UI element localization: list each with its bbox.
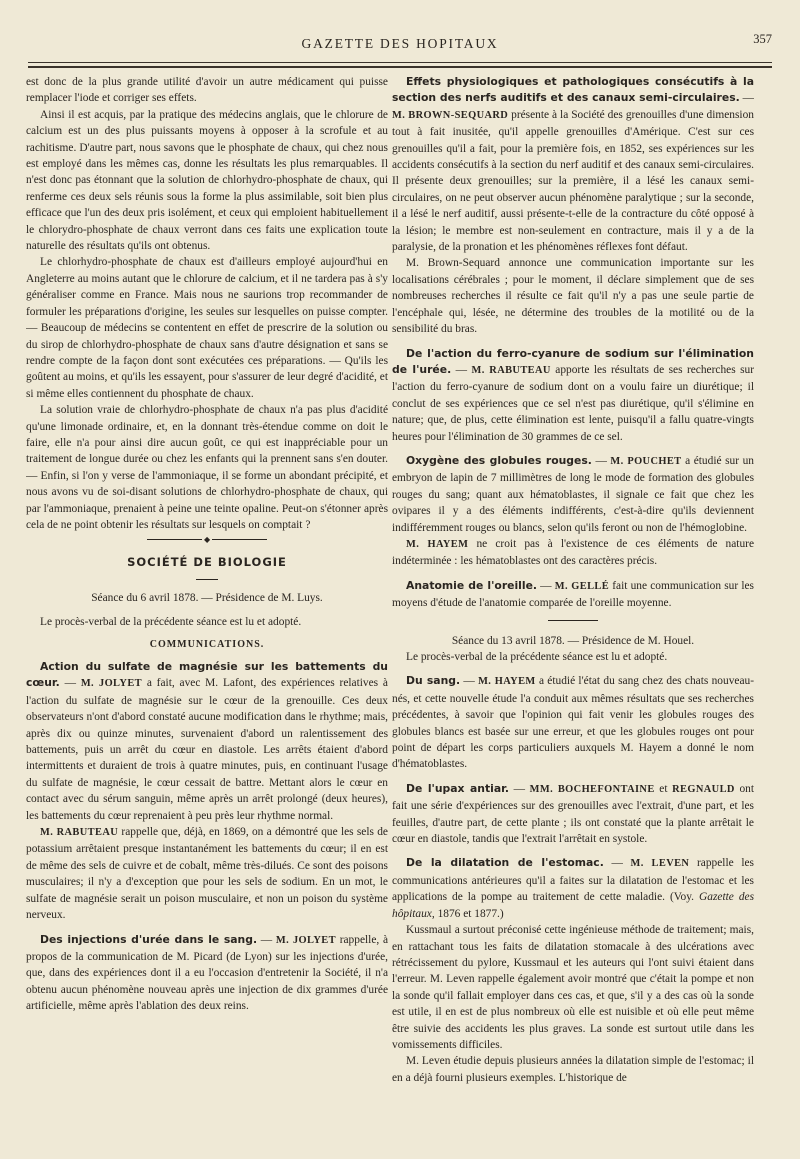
journal-title: GAZETTE DES HOPITAUX: [301, 36, 499, 51]
article-heading: De l'action du ferro-cyanure de sodium sur l'élimination de l'urée.: [392, 346, 754, 376]
author-name: M. RABUTEAU: [471, 364, 551, 376]
article-heading: Oxygène des globules rouges.: [406, 453, 592, 467]
citation: Gazette des hôpitaux,: [392, 891, 754, 920]
article-text: apporte les résultats de ses recherches sur l'action du ferro-cyanure de sodium dont on a voulu faire un diurétique; il conclut de ses expériences que ce sel n'est pas diurétique, qu'il s'élimine en nature; que, de plus, cette élimination est lente, puisqu'il a fallu quatre-vingts heures pour l'élimination de 30 grammes de ce sel.: [392, 363, 754, 443]
communications-heading: COMMUNICATIONS.: [149, 638, 265, 650]
paragraph: Le procès-verbal de la précédente séance est lu et adopté.: [406, 651, 668, 663]
paragraph: est donc de la plus grande utilité d'avoir un autre médicament qui puisse remplacer l'iode et corriger ses effets.: [26, 76, 388, 105]
article-heading: De l'upax antiar.: [406, 781, 510, 795]
article-text: 1876 et 1877.): [437, 907, 504, 920]
paragraph: Ainsi il est acquis, par la pratique des médecins anglais, que le chlorure de calcium est un des plus puissants moyens à opposer à la scrofule et au rachitisme. D'autre part, nous savons que le phosphate de chaux, qui chez nous est employé dans les mêmes cas, donne les résultats les plus remarquables. Il n'est donc pas étonnant que la solution de chlorhydro-phosphate de chaux, qui renferme ces deux sels réunis sous la forme la plus assimilable, soit bien plus efficace que l'un des deux pris isolément, et ceux qui emploient habituellement le chlorydro-phosphate de chaux verront dans ces faits une explication toute naturelle des résultats qu'ils ont obtenus.: [26, 108, 388, 253]
header-rule-thin: [28, 62, 772, 63]
paragraph: Le procès-verbal de la précédente séance est lu et adopté.: [40, 616, 302, 629]
article-heading: Anatomie de l'oreille.: [406, 578, 537, 592]
article-text: a étudié sur un embryon de lapin de 7 millimètres de long le mode de formation des globules rouges du sang; quant aux hématoblastes, il signale ce fait que chez les ovipares il y a des éléments indifférents, c'est-à-dire qu'ils deviennent indifféremment rouges ou blancs, selon qu'ils feront ou non de l'hémoglobine.: [392, 454, 754, 534]
article-heading: De la dilatation de l'estomac.: [406, 856, 604, 870]
author-name: M. LEVEN: [630, 858, 690, 870]
article-heading: Du sang.: [406, 674, 461, 688]
divider: [196, 579, 218, 580]
paragraph: M. Leven étudie depuis plusieurs années la dilatation simple de l'estomac; il en a déjà fourni plusieurs exemples. L'historique de: [392, 1055, 754, 1084]
article-heading: Des injections d'urée dans le sang.: [40, 932, 258, 946]
article-paragraph: [26, 824, 388, 923]
article-text: présente à la Société des grenouilles d'une dimension tout à fait inusitée, qu'il appelle grenouilles d'Amérique. C'est sur ces grenouilles qu'il a fait, pour la première fois, en 1852, ses expériences sur les accidents consécutifs à la section du nerf auditif et des canaux semi-circulaires. Il présente deux grenouilles; sur la première, il a lésé les canaux semi-circulaires, on ne peut observer aucun phénomène paralytique ; sur la seconde, il a lésé le nerf auditif, aussi présente-t-elle de la contracture du côté opposé à la lésion; le membre est non-seulement en contracture, mais il y a de la paralysie, de la pronation et les phénomènes réflexes font défaut.: [392, 108, 754, 254]
article-paragraph: De la dilatation de l'estomac. — M. LEVEN rappelle les communications antérieures qu'il a faites sur la dilatation de l'estomac et les applications de la pompe au traitement de cette maladie. (Voy. Gazette des hôpitaux, 1876 et 1877.): [392, 856, 754, 920]
article-text: ne croit pas à l'existence de ces éléments de nature indéterminée : les hématoblastes ont des caractères précis.: [392, 537, 754, 568]
paragraph: Le chlorhydro-phosphate de chaux est d'ailleurs employé aujourd'hui en Angleterre au moins autant que le chlorure de calcium, et il ne tardera pas à s'y généraliser comme en France. Mais nous ne saurions trop recommander de formuler les préparations d'origine, les seules sur lesquelles on puisse compter. — Beaucoup de médecins se contentent en effet de prescrire de la solution ou du sirop de chlorhydro-phosphate de chaux sans d'autre désignation et sans se rendre compte de la façon dont sont exécutées ces préparations. — Qu'ils les goûtent au moins, et qu'ils les essayent, pour s'assurer de leur degré d'acidité, et si même elles contiennent du phosphate de chaux.: [26, 256, 388, 400]
divider: [548, 620, 598, 621]
author-name: M. HAYEM: [406, 538, 469, 550]
paragraph: La solution vraie de chlorhydro-phosphate de chaux n'a pas plus d'acidité qu'une limonade ordinaire, et, en la donnant très-étendue comme on doit le faire, elle n'a pour ainsi dire aucun goût, ce qui est inappréciable pour un traitement de longue durée ou chez les enfants qui la prennent sans s'en douter. — Enfin, si l'on y verse de l'ammoniaque, il se forme un abondant précipité, et nous avons vu de soi-disant solutions de chlorhydro-phosphate de chaux, qui par l'ammoniaque, prenaient à peine une teinte opaline. Peut-on s'étonner après cela de ne point obtenir les résultats sur lesquels on comptait ?: [26, 404, 388, 531]
left-column: [26, 74, 388, 1134]
article-paragraph: De l'upax antiar. — MM. BOCHEFONTAINE et REGNAULD ont fait une série d'expériences sur des grenouilles avec l'extrait, d'une part, et les feuilles, d'autre part, de cette plante ; ils ont constaté que la plante arrêtait le cœur en diastole, tandis que l'extrait l'arrêtait en systole.: [392, 781, 754, 846]
author-name: M. JOLYET: [275, 934, 336, 946]
right-column: [392, 74, 754, 1134]
session-heading: Séance du 6 avril 1878. — Présidence de M. Luys.: [91, 591, 323, 604]
article-paragraph: Effets physiologiques et pathologiques consécutifs à la section des nerfs auditifs et des canaux semi-circulaires. — M. BROWN-SEQUARD présente à la Société des grenouilles d'une dimension tout à fait inusitée, qu'il appelle grenouilles d'Amérique. C'est sur ces grenouilles qu'il a fait, pour la première fois, en 1852, ses expériences sur les accidents consécutifs à la section du nerf auditif et des canaux semi-circulaires. Il présente deux grenouilles; sur la première, il a lésé les canaux semi-circulaires, on ne peut observer aucun phénomène paralytique ; sur la seconde, il a lésé le nerf auditif, aussi présente-t-elle de la contracture du côté opposé à la lésion; le membre est non-seulement en contracture, mais il y a de la paralysie, de la pronation et les phénomènes réflexes font défaut.: [392, 75, 754, 254]
author-name: M. BROWN-SEQUARD: [392, 109, 509, 121]
page-header: [28, 30, 772, 64]
paragraph: Kussmaul a surtout préconisé cette ingénieuse méthode de traitement; mais, en rattachant tous les faits de dilatation stomacale à des ulcérations avec rétrécissement du pylore, Kussmaul et les auteurs qui l'ont suivi étaient dans l'erreur. M. Leven rappelle également avoir montré que c'était la pompe et non la sonde qu'il fallait employer dans ces cas, et que, s'il y a des cas où la sonde est utile, il en est de plus nombreux où elle est nuisible et où elle peut même être suivie des accidents les plus graves. La sonde est surtout utile dans les vomissements difficiles.: [392, 924, 754, 1051]
article-heading: Effets physiologiques et pathologiques consécutifs à la section des nerfs auditifs et des canaux semi-circulaires.: [392, 75, 754, 105]
article-paragraph: Anatomie de l'oreille. — M. GELLÉ fait une communication sur les moyens d'étude de l'anatomie comparée de l'oreille moyenne.: [392, 578, 754, 610]
section-title: SOCIÉTÉ DE BIOLOGIE: [127, 555, 287, 570]
article-paragraph: Oxygène des globules rouges. — M. POUCHET a étudié sur un embryon de lapin de 7 millimètres de long le mode de formation des globules rouges du sang; quant aux hématoblastes, il signale ce fait que chez les ovipares il y a des éléments indifférents, c'est-à-dire qu'ils deviennent indifféremment rouges ou blancs, selon qu'ils feront ou non de l'hémoglobine.: [392, 453, 754, 534]
article-text: rappelle, à propos de la communication de M. Picard (de Lyon) sur les injections d'urée, que, dans des expériences dont il a eu l'occasion d'entretenir la Société, il n'a obtenu aucun phénomène nouveau après une injection de dix grammes d'urée artificielle, même après l'ablation des deux reins.: [26, 933, 388, 1013]
author-name: M. HAYEM: [478, 676, 536, 688]
article-paragraph: De l'action du ferro-cyanure de sodium sur l'élimination de l'urée. — M. RABUTEAU apporte les résultats de ses recherches sur l'action du ferro-cyanure de sodium dont on a voulu faire un diurétique; il conclut de ses expériences que ce sel n'est pas diurétique, qu'il s'élimine en nature; que, de plus, cette élimination est lente, puisqu'il a fallu quatre-vingts heures pour l'élimination de 30 grammes de ce sel.: [392, 346, 754, 443]
author-name: REGNAULD: [672, 783, 735, 795]
author-name: M. POUCHET: [610, 455, 682, 467]
article-text: rappelle les communications antérieures qu'il a faites sur la dilatation de l'estomac et les applications de la pompe au traitement de cette maladie. (Voy.: [392, 857, 754, 904]
article-text: a étudié l'état du sang chez des chats nouveau-nés, et cette nouvelle étude l'a conduit aux mêmes résultats que ses recherches précédentes, à savoir que l'opinion qui fait venir les globules rouges des globules blancs est basée sur une erreur, et que les globules rouges ont pour point de départ les corps particuliers auxquels M. Hayem a donné le nom d'hématoblastes.: [392, 675, 754, 771]
author-name: M. JOLYET: [80, 678, 142, 690]
article-text: fait une communication sur les moyens d'étude de l'anatomie comparée de l'oreille moyenne.: [392, 579, 754, 610]
header-rule-thick: [28, 66, 772, 68]
author-name: M. GELLÉ: [554, 580, 610, 592]
author-name: MM. BOCHEFONTAINE: [529, 783, 655, 795]
section-ornament: [147, 539, 267, 540]
article-paragraph: Des injections d'urée dans le sang. — M. JOLYET rappelle, à propos de la communication de M. Picard (de Lyon) sur les injections d'urée, que, dans des expériences dont il a eu l'occasion d'entretenir la Société, il n'a obtenu aucun phénomène nouveau après une injection de dix grammes d'urée artificielle, même après l'ablation des deux reins.: [26, 932, 388, 1013]
article-text: rappelle que, déjà, en 1869, on a démontré que les sels de potassium arrêtaient presque instantanément les battements du cœur; il en est de même des sels de cuivre et de cobalt, même très-dilués. Ce sont des poisons musculaires; il n'y a d'exception que pour les sels de sodium. En un mot, le sulfate de magnésie serait un poison musculaire, et non un poison du système nerveux.: [26, 826, 388, 922]
article-paragraph: Action du sulfate de magnésie sur les battements du cœur. — M. JOLYET a fait, avec M. Lafont, des expériences relatives à l'action du sulfate de magnésie sur le cœur de la grenouille. Ces deux observateurs n'ont d'abord constaté aucune modification dans le rhythme; mais, après dix ou quinze minutes, survenaient d'abord un ralentissement des battements, puis un arrêt du cœur en diastole. Les arrêts étaient d'abord intermittents et duraient de trois à quatre minutes, puis, en continuant l'usage du sulfate de magnésie, le cœur cessait de battre. Mettant alors le cœur en contact avec du sérum sanguin, même après un arrêt prolongé (deux heures), les battements du cœur reprenaient à peu près leur rhythme normal.: [26, 660, 388, 822]
article-heading: Action du sulfate de magnésie sur les battements du cœur.: [26, 660, 388, 690]
article-paragraph: Du sang. — M. HAYEM a étudié l'état du sang chez des chats nouveau-nés, et cette nouvelle étude l'a conduit aux mêmes résultats que ses recherches précédentes, à savoir que l'opinion qui fait venir les globules rouges des globules blancs est basée sur une erreur, et que les globules rouges ont pour point de départ les corps particuliers auxquels M. Hayem a donné le nom d'hématoblastes.: [392, 674, 754, 771]
paragraph: M. Brown-Sequard annonce une communication importante sur les localisations cérébrales ; pour le moment, il déclare simplement que de ses nombreuses recherches il résulte ce fait qu'il n'y a pas une seule partie de l'encéphale qui, lésée, ne détermine des troubles de la motilité ou de la sensibilité du bras.: [392, 257, 754, 336]
author-name: M. RABUTEAU: [40, 827, 119, 839]
article-text: ont fait une série d'expériences sur des grenouilles avec l'extrait, d'une part, et les feuilles, d'autre part, de cette plante ; ils ont constaté que la plante arrêtait le cœur en diastole, tandis que l'extrait l'arrêtait en systole.: [392, 782, 754, 846]
article-paragraph: [392, 536, 754, 570]
article-text: a fait, avec M. Lafont, des expériences relatives à l'action du sulfate de magnésie sur le cœur de la grenouille. Ces deux observateurs n'ont d'abord constaté aucune modification dans le rhythme; mais, après dix ou quinze minutes, survenaient d'abord un ralentissement des battements, puis un arrêt du cœur en diastole. Les arrêts étaient d'abord intermittents et duraient de trois à quatre minutes, puis, en continuant l'usage du sulfate de magnésie, le cœur cessait de battre. Mettant alors le cœur en contact avec du sérum sanguin, même après un arrêt prolongé (deux heures), les battements du cœur reprenaient à peu près leur rhythme normal.: [26, 677, 388, 822]
session-heading: Séance du 13 avril 1878. — Présidence de M. Houel.: [451, 634, 695, 647]
page-number: 357: [753, 32, 772, 46]
